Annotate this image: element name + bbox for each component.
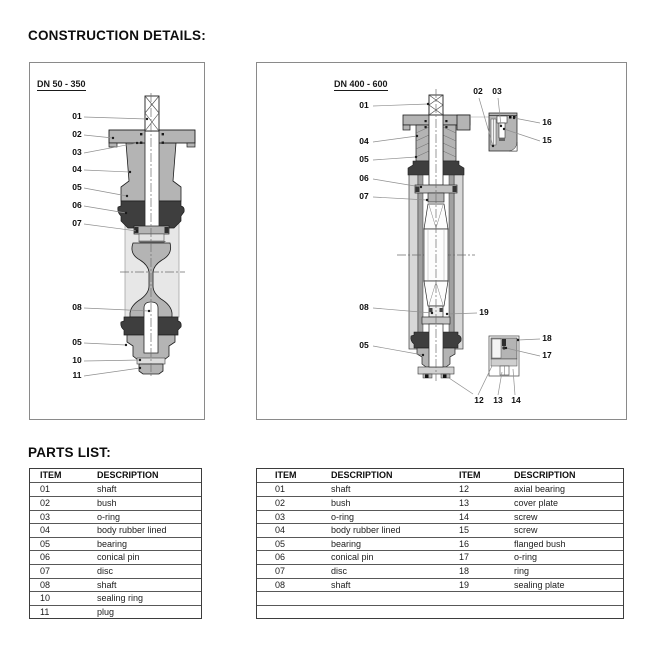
parts-table-right [256, 468, 624, 619]
table-cell: disc [331, 565, 348, 576]
table-header-cell: ITEM [459, 470, 481, 480]
part-callout-left-04: 04 [72, 164, 82, 174]
table-cell: sealing ring [97, 593, 144, 604]
part-callout-right-08: 08 [359, 302, 369, 312]
part-callout-left-02: 02 [72, 129, 82, 139]
table-cell: 03 [275, 511, 286, 522]
variant-label-dn400-600: DN 400 - 600 [334, 79, 388, 89]
neck-wall [443, 125, 456, 161]
part-callout-right-15: 15 [542, 135, 552, 145]
table-row [30, 510, 201, 524]
table-cell: 02 [275, 497, 286, 508]
table-cell: bush [331, 497, 351, 508]
part-callout-right-01: 01 [359, 100, 369, 110]
part-callout-left-03: 03 [72, 147, 82, 157]
table-header-cell: DESCRIPTION [331, 470, 393, 480]
table-cell: 01 [40, 484, 51, 495]
seal-ring-bar [139, 234, 164, 241]
part-callout-left-06: 06 [72, 200, 82, 210]
table-cell: conical pin [97, 552, 140, 563]
table-row [30, 605, 201, 619]
table-row [257, 482, 623, 496]
top-shaft-section [145, 96, 159, 131]
table-row [257, 510, 623, 524]
table-cell: 14 [459, 511, 470, 522]
table-cell: shaft [97, 484, 117, 495]
part-callout-left-01: 01 [72, 111, 82, 121]
table-cell: body rubber lined [97, 525, 167, 536]
table-cell: 01 [275, 484, 286, 495]
table-cell: flanged bush [514, 538, 566, 549]
table-cell: 13 [459, 497, 470, 508]
table-cell: body rubber lined [331, 525, 401, 536]
part-callout-right-03: 03 [492, 86, 502, 96]
table-row [257, 591, 623, 605]
pin-end [453, 186, 457, 192]
table-cell: 06 [275, 552, 286, 563]
construction-details-title: CONSTRUCTION DETAILS: [28, 28, 206, 43]
flange-lip [187, 143, 195, 147]
table-row [30, 523, 201, 537]
table-cell: screw [514, 511, 538, 522]
part-callout-right-04: 04 [359, 136, 369, 146]
table-header-cell: ITEM [275, 470, 297, 480]
table-cell: 15 [459, 525, 470, 536]
part-callout-right-14: 14 [511, 395, 521, 405]
valve-drawing-dn400-600 [257, 63, 626, 419]
part-callout-left-05: 05 [72, 182, 82, 192]
table-cell: shaft [331, 484, 351, 495]
table-row [30, 482, 201, 496]
part-callout-right-16: 16 [542, 117, 552, 127]
table-cell: axial bearing [514, 484, 566, 495]
table-cell: 10 [40, 593, 51, 604]
table-cell: 08 [40, 579, 51, 590]
hub-notch [430, 308, 433, 312]
part-callout-right-19: 19 [479, 307, 489, 317]
shaft-channel [145, 131, 159, 229]
table-header-cell: ITEM [40, 470, 62, 480]
table-cell: cover plate [514, 497, 559, 508]
table-cell: ring [514, 565, 530, 576]
part-callout-right-13: 13 [493, 395, 503, 405]
table-cell: plug [97, 606, 115, 617]
table-cell: 06 [40, 552, 51, 563]
table-cell: o-ring [331, 511, 355, 522]
table-cell: 16 [459, 538, 470, 549]
part-callout-left-05: 05 [72, 337, 82, 347]
table-cell: bush [97, 497, 117, 508]
part-callout-right-02: 02 [473, 86, 483, 96]
table-cell: 11 [40, 606, 50, 617]
flange-lip [109, 143, 117, 147]
table-cell: 08 [275, 579, 286, 590]
table-row [30, 550, 201, 564]
table-cell: conical pin [331, 552, 374, 563]
table-row [30, 537, 201, 551]
tube-wall [409, 174, 418, 349]
part-callout-right-05: 05 [359, 154, 369, 164]
part-callout-right-17: 17 [542, 350, 552, 360]
valve-drawing-dn50-350 [30, 63, 204, 419]
seal-end [165, 227, 169, 233]
table-cell: o-ring [514, 552, 538, 563]
table-row [257, 537, 623, 551]
table-header-cell: DESCRIPTION [97, 470, 159, 480]
table-cell: shaft [97, 579, 117, 590]
part-callout-left-08: 08 [72, 302, 82, 312]
table-row [30, 564, 201, 578]
table-cell: 07 [40, 565, 51, 576]
shaft-seal-bar [134, 226, 169, 234]
table-row [30, 591, 201, 605]
diagram-panel-dn400-600 [256, 62, 627, 420]
diagram-panel-dn50-350 [29, 62, 205, 420]
table-cell: 04 [40, 525, 51, 536]
table-row [257, 523, 623, 537]
part-callout-right-07: 07 [359, 191, 369, 201]
table-cell: 12 [459, 484, 470, 495]
table-row [257, 496, 623, 510]
table-cell: bearing [331, 538, 362, 549]
part-callout-right-05: 05 [359, 340, 369, 350]
variant-label-dn50-350: DN 50 - 350 [37, 79, 86, 89]
table-cell: disc [97, 565, 114, 576]
part-callout-left-11: 11 [72, 370, 82, 380]
table-cell: 02 [40, 497, 51, 508]
table-cell: shaft [331, 579, 351, 590]
table-row [257, 578, 623, 592]
screw-dot [443, 375, 447, 379]
flange-lip [403, 125, 410, 130]
table-row [30, 578, 201, 592]
parts-table-left [29, 468, 202, 619]
parts-list-title: PARTS LIST: [28, 445, 111, 460]
table-cell: bearing [97, 538, 128, 549]
table-cell: 04 [275, 525, 286, 536]
table-header-row [30, 469, 201, 482]
screw-dot [425, 375, 429, 379]
part-callout-right-12: 12 [474, 395, 484, 405]
flange-block [457, 115, 470, 130]
table-cell: o-ring [97, 511, 121, 522]
table-cell: 17 [459, 552, 470, 563]
detail-inset-bottom [489, 336, 519, 376]
table-cell: 19 [459, 579, 470, 590]
table-cell: 05 [275, 538, 286, 549]
table-cell: 03 [40, 511, 51, 522]
table-cell: screw [514, 525, 538, 536]
part-callout-right-18: 18 [542, 333, 552, 343]
table-row [30, 496, 201, 510]
tube-wall [454, 174, 463, 349]
table-row [257, 550, 623, 564]
table-row [257, 605, 623, 619]
table-cell: 18 [459, 565, 470, 576]
table-cell: 07 [275, 565, 286, 576]
neck-wall [416, 125, 429, 161]
hub-notch [440, 308, 443, 312]
part-callout-left-07: 07 [72, 218, 82, 228]
table-header-row [257, 469, 623, 482]
part-callout-left-10: 10 [72, 355, 82, 365]
table-row [257, 564, 623, 578]
table-header-cell: DESCRIPTION [514, 470, 576, 480]
table-cell: sealing plate [514, 579, 565, 590]
table-cell: 05 [40, 538, 51, 549]
part-callout-right-06: 06 [359, 173, 369, 183]
